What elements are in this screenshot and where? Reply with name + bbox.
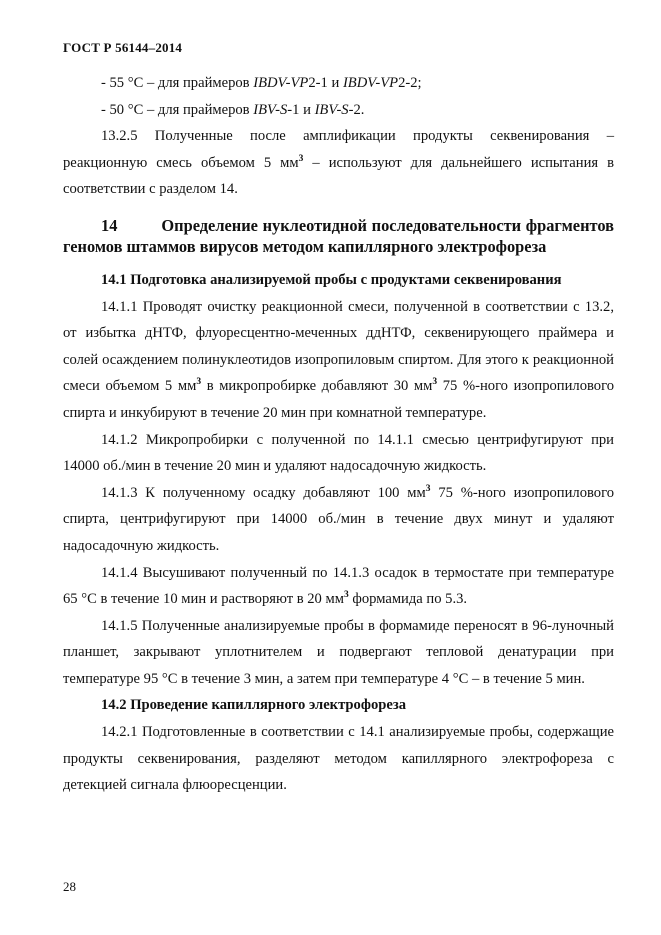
subsection-14-2-heading: 14.2 Проведение капиллярного электрофореза (101, 697, 406, 714)
page-content (63, 70, 614, 799)
paragraph-14-1-5: 14.1.5 Полученные анализируемые пробы в формамиде переносят в 96-луночный планшет, закрывают уплотнителем и подвергают тепловой денатурации при температуре 95 °С в течение 3 мин, а затем при температуре 4 °С – в течение 5 мин. (63, 617, 614, 687)
paragraph-13-2-5: 13.2.5 Полученные после амплификации продукты секвенирования – реакционную смесь объемом 5 $мм^3$ – используют для дальнейшего испытания в соответствии с разделом 14. (63, 128, 614, 198)
paragraph-14-1-2: 14.1.2 Микропробирки с полученной по 14.1.1 смесью центрифугируют при 14000 об./мин в течение 20 мин и удаляют надосадочную жидкость. (63, 431, 614, 475)
section-14-heading: 14 Определение нуклеотидной последовательности фрагментов геномов штаммов вирусов методом капиллярного электрофореза (63, 215, 614, 256)
paragraph-14-2-1: 14.2.1 Подготовленные в соответствии с 14.1 анализируемые пробы, содержащие продукты секвенирования, разделяют методом капиллярного электрофореза с детекцией сигнала флюоресценции. (63, 724, 614, 794)
paragraph-14-1-1: 14.1.1 Проводят очистку реакционной смеси, полученной в соответствии с 13.2, от избытка дНТФ, флуоресцентно-меченных ддНТФ, секвенирующего праймера и солей осаждением полинуклеотидов изопропиловым спиртом. Для этого к реакционной смеси объемом 5 $мм^3$ в микропробирке добавляют 30 $мм^3$ 75 %-ного изопропилового спирта и инкубируют в течение 20 мин при комнатной температуре. (63, 298, 614, 421)
paragraph-14-1-3: 14.1.3 К полученному осадку добавляют 100 $мм^3$ 75 %-ного изопропилового спирта, центрифугируют при 14000 об./мин в течение двух минут и удаляют надосадочную жидкость. (63, 483, 614, 554)
temperature-item-2: - 50 °С – для праймеров IBV-S-1 и IBV-S-2. (101, 101, 365, 118)
subsection-14-1-heading: 14.1 Подготовка анализируемой пробы с продуктами секвенирования (101, 271, 562, 288)
page-number: 28 (63, 879, 76, 894)
temperature-item-1: - 55 °С – для праймеров IBDV-VP2-1 и IBDV-VP2-2; (101, 75, 422, 91)
document-header: ГОСТ Р 56144–2014 (63, 40, 183, 55)
paragraph-14-1-4: 14.1.4 Высушивают полученный по 14.1.3 осадок в термостате при температуре 65 °С в течение 10 мин и растворяют в 20 $мм^3$ формамида по 5.3. (63, 564, 614, 608)
